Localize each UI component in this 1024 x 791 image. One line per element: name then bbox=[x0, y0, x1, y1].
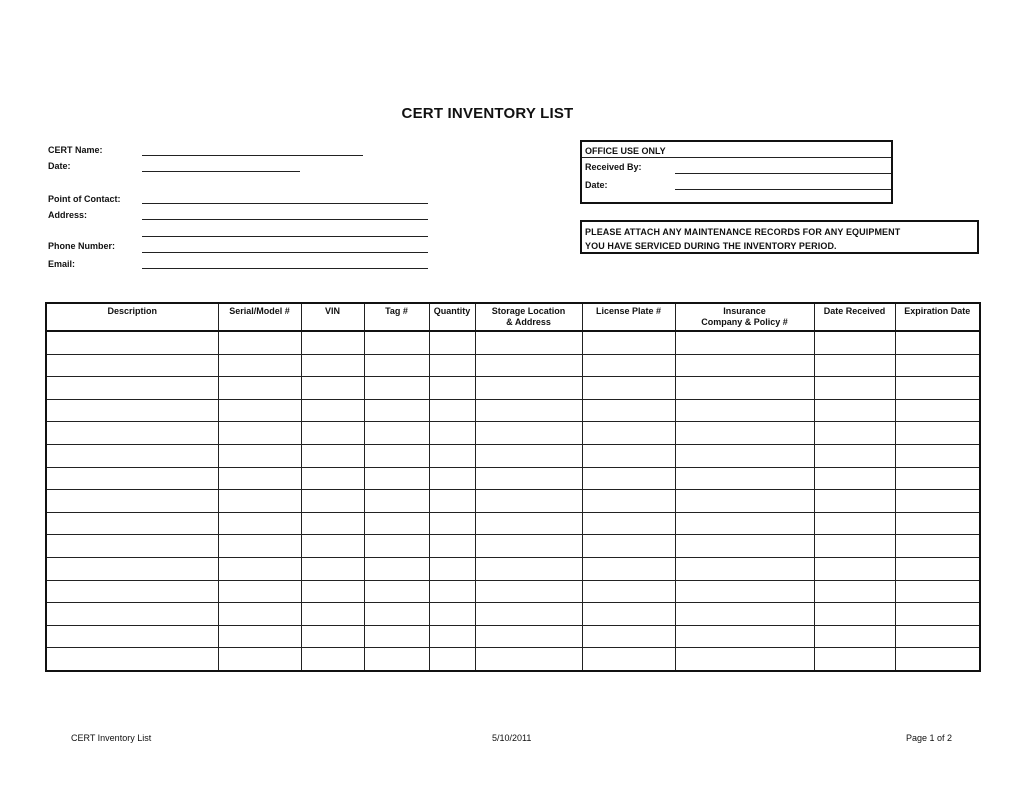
table-cell[interactable] bbox=[429, 444, 475, 467]
table-cell[interactable] bbox=[582, 512, 675, 535]
table-cell[interactable] bbox=[218, 490, 301, 513]
table-cell[interactable] bbox=[218, 399, 301, 422]
table-cell[interactable] bbox=[301, 512, 364, 535]
office-use-heading: OFFICE USE ONLY bbox=[585, 146, 666, 156]
table-cell[interactable] bbox=[301, 535, 364, 558]
table-cell[interactable] bbox=[895, 467, 980, 490]
table-cell[interactable] bbox=[582, 467, 675, 490]
column-header-label: Description bbox=[107, 306, 157, 316]
table-cell[interactable] bbox=[364, 467, 429, 490]
table-cell[interactable] bbox=[46, 354, 218, 377]
table-cell[interactable] bbox=[364, 648, 429, 671]
table-cell[interactable] bbox=[675, 557, 814, 580]
table-row bbox=[46, 580, 980, 603]
table-cell[interactable] bbox=[429, 603, 475, 626]
table-cell[interactable] bbox=[895, 580, 980, 603]
table-cell[interactable] bbox=[675, 512, 814, 535]
column-header-label: Serial/Model # bbox=[229, 306, 290, 316]
table-cell[interactable] bbox=[429, 535, 475, 558]
table-cell[interactable] bbox=[46, 490, 218, 513]
table-cell[interactable] bbox=[475, 377, 582, 400]
cert-name-field[interactable] bbox=[142, 155, 363, 156]
column-header-label: VIN bbox=[324, 306, 340, 316]
inventory-table bbox=[45, 302, 981, 672]
table-cell[interactable] bbox=[675, 354, 814, 377]
table-cell[interactable] bbox=[301, 354, 364, 377]
column-header bbox=[429, 303, 475, 331]
table-cell[interactable] bbox=[675, 422, 814, 445]
table-cell[interactable] bbox=[895, 331, 980, 354]
table-cell[interactable] bbox=[46, 580, 218, 603]
table-cell[interactable] bbox=[429, 557, 475, 580]
table-cell[interactable] bbox=[475, 467, 582, 490]
table-cell[interactable] bbox=[429, 354, 475, 377]
table-cell[interactable] bbox=[475, 580, 582, 603]
table-cell[interactable] bbox=[814, 399, 895, 422]
table-cell[interactable] bbox=[218, 422, 301, 445]
table-cell[interactable] bbox=[429, 625, 475, 648]
table-row bbox=[46, 512, 980, 535]
column-header-label: License Plate # bbox=[595, 306, 662, 316]
table-cell[interactable] bbox=[301, 603, 364, 626]
table-cell[interactable] bbox=[895, 557, 980, 580]
footer-document-name: CERT Inventory List bbox=[71, 733, 152, 743]
maintenance-notice-box bbox=[580, 220, 979, 254]
table-cell[interactable] bbox=[814, 580, 895, 603]
received-by-field[interactable] bbox=[675, 173, 891, 174]
column-header bbox=[364, 303, 429, 331]
column-header-label: Quantity bbox=[433, 306, 471, 316]
address-field-line-2[interactable] bbox=[142, 236, 428, 237]
table-cell[interactable] bbox=[582, 354, 675, 377]
table-cell[interactable] bbox=[301, 625, 364, 648]
table-cell[interactable] bbox=[475, 331, 582, 354]
table-cell[interactable] bbox=[429, 580, 475, 603]
office-use-divider bbox=[582, 157, 891, 158]
table-cell[interactable] bbox=[364, 377, 429, 400]
table-cell[interactable] bbox=[895, 399, 980, 422]
table-row bbox=[46, 603, 980, 626]
table-cell[interactable] bbox=[475, 512, 582, 535]
date-label: Date: bbox=[48, 161, 71, 171]
table-cell[interactable] bbox=[475, 399, 582, 422]
column-header bbox=[675, 303, 814, 331]
table-cell[interactable] bbox=[814, 512, 895, 535]
table-cell[interactable] bbox=[364, 331, 429, 354]
table-cell[interactable] bbox=[675, 625, 814, 648]
table-cell[interactable] bbox=[218, 535, 301, 558]
phone-number-label: Phone Number: bbox=[48, 241, 116, 251]
table-cell[interactable] bbox=[301, 377, 364, 400]
table-row bbox=[46, 490, 980, 513]
table-row bbox=[46, 535, 980, 558]
table-cell[interactable] bbox=[475, 648, 582, 671]
table-cell[interactable] bbox=[814, 557, 895, 580]
email-field[interactable] bbox=[142, 268, 428, 269]
table-cell[interactable] bbox=[364, 422, 429, 445]
table-cell[interactable] bbox=[895, 512, 980, 535]
table-cell[interactable] bbox=[46, 648, 218, 671]
table-cell[interactable] bbox=[475, 354, 582, 377]
table-cell[interactable] bbox=[895, 422, 980, 445]
table-cell[interactable] bbox=[582, 535, 675, 558]
table-cell[interactable] bbox=[895, 377, 980, 400]
table-cell[interactable] bbox=[582, 422, 675, 445]
table-cell[interactable] bbox=[301, 444, 364, 467]
table-cell[interactable] bbox=[675, 603, 814, 626]
table-cell[interactable] bbox=[46, 399, 218, 422]
received-by-label: Received By: bbox=[585, 162, 642, 172]
address-field-line-1[interactable] bbox=[142, 219, 428, 220]
table-cell[interactable] bbox=[814, 422, 895, 445]
table-cell[interactable] bbox=[364, 444, 429, 467]
table-row bbox=[46, 331, 980, 354]
column-header bbox=[475, 303, 582, 331]
table-cell[interactable] bbox=[364, 535, 429, 558]
column-header-label-line-2: & Address bbox=[506, 317, 551, 327]
point-of-contact-label: Point of Contact: bbox=[48, 194, 121, 204]
table-cell[interactable] bbox=[218, 377, 301, 400]
table-row bbox=[46, 354, 980, 377]
table-cell[interactable] bbox=[814, 377, 895, 400]
column-header-label: Storage Location bbox=[491, 306, 566, 316]
footer-date: 5/10/2011 bbox=[492, 733, 532, 743]
office-date-label: Date: bbox=[585, 180, 608, 190]
table-cell[interactable] bbox=[895, 625, 980, 648]
column-header bbox=[218, 303, 301, 331]
table-cell[interactable] bbox=[675, 467, 814, 490]
cert-name-label: CERT Name: bbox=[48, 145, 103, 155]
column-header bbox=[46, 303, 218, 331]
table-cell[interactable] bbox=[429, 648, 475, 671]
table-cell[interactable] bbox=[218, 467, 301, 490]
point-of-contact-field[interactable] bbox=[142, 203, 428, 204]
table-row bbox=[46, 444, 980, 467]
column-header bbox=[301, 303, 364, 331]
table-cell[interactable] bbox=[675, 377, 814, 400]
email-label: Email: bbox=[48, 259, 76, 269]
table-cell[interactable] bbox=[675, 580, 814, 603]
table-cell[interactable] bbox=[814, 490, 895, 513]
table-cell[interactable] bbox=[675, 399, 814, 422]
table-cell[interactable] bbox=[46, 444, 218, 467]
table-cell[interactable] bbox=[429, 399, 475, 422]
table-cell[interactable] bbox=[895, 354, 980, 377]
table-cell[interactable] bbox=[364, 354, 429, 377]
table-row bbox=[46, 377, 980, 400]
table-cell[interactable] bbox=[46, 331, 218, 354]
column-header bbox=[814, 303, 895, 331]
table-cell[interactable] bbox=[364, 512, 429, 535]
table-cell[interactable] bbox=[364, 580, 429, 603]
table-row bbox=[46, 399, 980, 422]
table-cell[interactable] bbox=[218, 603, 301, 626]
column-header bbox=[895, 303, 980, 331]
table-cell[interactable] bbox=[582, 399, 675, 422]
page-title: CERT INVENTORY LIST bbox=[401, 105, 574, 122]
table-cell[interactable] bbox=[814, 354, 895, 377]
table-cell[interactable] bbox=[475, 422, 582, 445]
table-cell[interactable] bbox=[475, 625, 582, 648]
table-cell[interactable] bbox=[364, 399, 429, 422]
table-cell[interactable] bbox=[301, 331, 364, 354]
table-cell[interactable] bbox=[582, 444, 675, 467]
table-cell[interactable] bbox=[46, 603, 218, 626]
table-cell[interactable] bbox=[46, 422, 218, 445]
table-cell[interactable] bbox=[582, 557, 675, 580]
table-cell[interactable] bbox=[895, 535, 980, 558]
table-cell[interactable] bbox=[582, 580, 675, 603]
table-cell[interactable] bbox=[46, 625, 218, 648]
table-row bbox=[46, 648, 980, 671]
table-cell[interactable] bbox=[675, 331, 814, 354]
table-cell[interactable] bbox=[301, 422, 364, 445]
table-cell[interactable] bbox=[46, 535, 218, 558]
table-cell[interactable] bbox=[475, 535, 582, 558]
table-cell[interactable] bbox=[895, 648, 980, 671]
table-cell[interactable] bbox=[218, 625, 301, 648]
table-cell[interactable] bbox=[301, 399, 364, 422]
table-cell[interactable] bbox=[814, 331, 895, 354]
column-header-label: Tag # bbox=[385, 306, 408, 316]
table-row bbox=[46, 557, 980, 580]
table-cell[interactable] bbox=[675, 535, 814, 558]
phone-number-field[interactable] bbox=[142, 252, 428, 253]
table-cell[interactable] bbox=[582, 377, 675, 400]
table-cell[interactable] bbox=[429, 467, 475, 490]
table-cell[interactable] bbox=[364, 490, 429, 513]
table-cell[interactable] bbox=[301, 490, 364, 513]
table-cell[interactable] bbox=[218, 444, 301, 467]
table-cell[interactable] bbox=[475, 603, 582, 626]
table-cell[interactable] bbox=[301, 648, 364, 671]
table-cell[interactable] bbox=[218, 580, 301, 603]
table-header-row bbox=[46, 303, 980, 331]
table-cell[interactable] bbox=[475, 490, 582, 513]
table-cell[interactable] bbox=[675, 490, 814, 513]
table-cell[interactable] bbox=[364, 625, 429, 648]
table-cell[interactable] bbox=[46, 557, 218, 580]
column-header-label-line-2: Company & Policy # bbox=[701, 317, 788, 327]
table-cell[interactable] bbox=[46, 377, 218, 400]
table-cell[interactable] bbox=[582, 331, 675, 354]
office-date-field[interactable] bbox=[675, 189, 891, 190]
footer-page-number: Page 1 of 2 bbox=[906, 733, 953, 743]
table-cell[interactable] bbox=[675, 648, 814, 671]
table-cell[interactable] bbox=[814, 625, 895, 648]
table-cell[interactable] bbox=[364, 557, 429, 580]
date-field[interactable] bbox=[142, 171, 300, 172]
table-cell[interactable] bbox=[218, 557, 301, 580]
table-cell[interactable] bbox=[46, 512, 218, 535]
table-cell[interactable] bbox=[475, 557, 582, 580]
table-cell[interactable] bbox=[582, 490, 675, 513]
table-row bbox=[46, 625, 980, 648]
table-cell[interactable] bbox=[895, 603, 980, 626]
table-cell[interactable] bbox=[429, 490, 475, 513]
table-row bbox=[46, 467, 980, 490]
table-cell[interactable] bbox=[46, 467, 218, 490]
column-header-label: Insurance bbox=[723, 306, 766, 316]
notice-line-2: YOU HAVE SERVICED DURING THE INVENTORY PERIOD. bbox=[585, 241, 837, 251]
table-cell[interactable] bbox=[582, 648, 675, 671]
table-cell[interactable] bbox=[429, 512, 475, 535]
table-cell[interactable] bbox=[301, 580, 364, 603]
table-cell[interactable] bbox=[895, 490, 980, 513]
table-cell[interactable] bbox=[218, 354, 301, 377]
table-cell[interactable] bbox=[429, 331, 475, 354]
table-cell[interactable] bbox=[218, 512, 301, 535]
table-cell[interactable] bbox=[364, 603, 429, 626]
table-cell[interactable] bbox=[814, 467, 895, 490]
address-label: Address: bbox=[48, 210, 88, 220]
table-cell[interactable] bbox=[429, 422, 475, 445]
table-cell[interactable] bbox=[814, 444, 895, 467]
table-row bbox=[46, 422, 980, 445]
notice-line-1: PLEASE ATTACH ANY MAINTENANCE RECORDS FOR ANY EQUIPMENT bbox=[585, 227, 901, 237]
column-header bbox=[582, 303, 675, 331]
office-use-box bbox=[580, 140, 893, 204]
column-header-label: Expiration Date bbox=[904, 306, 971, 316]
table-cell[interactable] bbox=[218, 648, 301, 671]
table-cell[interactable] bbox=[429, 377, 475, 400]
table-cell[interactable] bbox=[301, 557, 364, 580]
table-cell[interactable] bbox=[814, 535, 895, 558]
table-cell[interactable] bbox=[895, 444, 980, 467]
table-cell[interactable] bbox=[475, 444, 582, 467]
table-cell[interactable] bbox=[582, 625, 675, 648]
table-cell[interactable] bbox=[814, 603, 895, 626]
table-cell[interactable] bbox=[814, 648, 895, 671]
column-header-label: Date Received bbox=[823, 306, 886, 316]
table-cell[interactable] bbox=[301, 467, 364, 490]
table-cell[interactable] bbox=[218, 331, 301, 354]
table-cell[interactable] bbox=[582, 603, 675, 626]
table-cell[interactable] bbox=[675, 444, 814, 467]
